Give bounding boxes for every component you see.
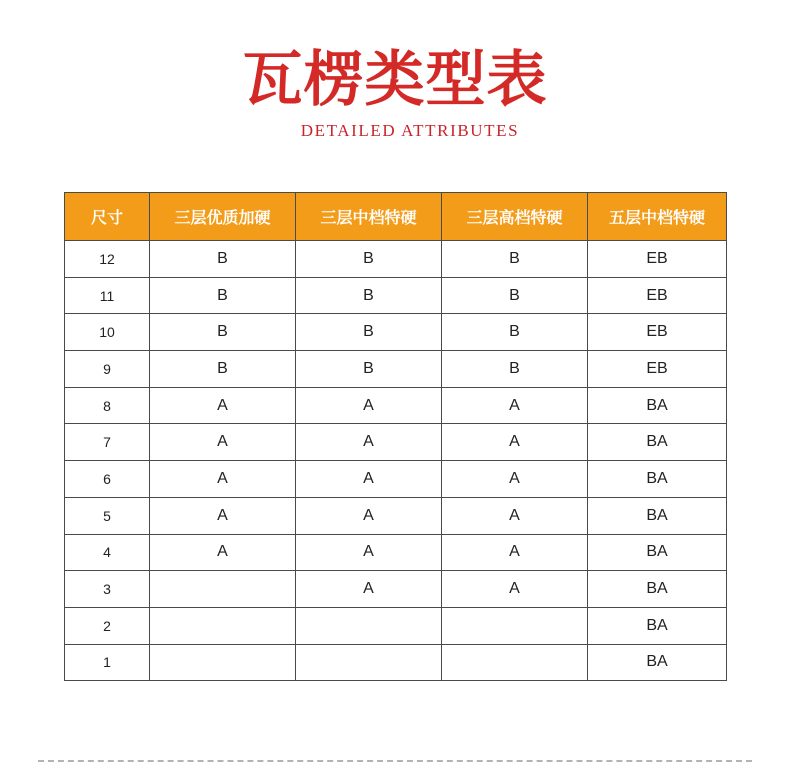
cell-five-layer-mid-extra-hard: BA <box>588 644 727 681</box>
cell-three-layer-high-extra-hard: A <box>442 424 588 461</box>
header-three-layer-mid-extra-hard: 三层中档特硬 <box>296 193 442 241</box>
table-header-row <box>65 193 727 241</box>
cell-five-layer-mid-extra-hard: BA <box>588 424 727 461</box>
cell-size: 9 <box>65 351 150 388</box>
cell-three-layer-mid-extra-hard: A <box>296 571 442 608</box>
cell-three-layer-premium-hard: A <box>150 497 296 534</box>
page-title: 瓦楞类型表 <box>242 45 548 115</box>
cell-three-layer-high-extra-hard: A <box>442 534 588 571</box>
cell-size: 3 <box>65 571 150 608</box>
cell-three-layer-high-extra-hard: B <box>442 277 588 314</box>
cell-five-layer-mid-extra-hard: EB <box>588 241 727 278</box>
table-row <box>65 571 727 608</box>
cell-size: 1 <box>65 644 150 681</box>
cell-three-layer-premium-hard <box>150 607 296 644</box>
header-three-layer-high-extra-hard: 三层高档特硬 <box>442 193 588 241</box>
header-three-layer-premium-hard: 三层优质加硬 <box>150 193 296 241</box>
cell-three-layer-mid-extra-hard: B <box>296 314 442 351</box>
cell-three-layer-high-extra-hard: A <box>442 497 588 534</box>
page-subtitle: DETAILED ATTRIBUTES <box>300 121 520 140</box>
cell-three-layer-premium-hard <box>150 571 296 608</box>
table-row <box>65 534 727 571</box>
table-row <box>65 351 727 388</box>
cell-three-layer-high-extra-hard: B <box>442 241 588 278</box>
dashed-divider <box>38 760 752 762</box>
cell-size: 8 <box>65 387 150 424</box>
cell-five-layer-mid-extra-hard: EB <box>588 314 727 351</box>
cell-three-layer-mid-extra-hard: A <box>296 461 442 498</box>
cell-size: 2 <box>65 607 150 644</box>
cell-three-layer-premium-hard: A <box>150 424 296 461</box>
table-row <box>65 314 727 351</box>
cell-three-layer-premium-hard: A <box>150 534 296 571</box>
table-row <box>65 424 727 461</box>
cell-size: 12 <box>65 241 150 278</box>
table-row <box>65 607 727 644</box>
cell-three-layer-high-extra-hard: A <box>442 387 588 424</box>
header-five-layer-mid-extra-hard: 五层中档特硬 <box>588 193 727 241</box>
corrugation-type-table <box>64 192 727 681</box>
table-row <box>65 241 727 278</box>
cell-three-layer-mid-extra-hard <box>296 644 442 681</box>
cell-three-layer-mid-extra-hard: B <box>296 241 442 278</box>
cell-three-layer-premium-hard: B <box>150 351 296 388</box>
table-row <box>65 644 727 681</box>
cell-three-layer-mid-extra-hard <box>296 607 442 644</box>
cell-five-layer-mid-extra-hard: EB <box>588 277 727 314</box>
cell-five-layer-mid-extra-hard: BA <box>588 571 727 608</box>
cell-size: 10 <box>65 314 150 351</box>
cell-size: 6 <box>65 461 150 498</box>
cell-three-layer-high-extra-hard: B <box>442 314 588 351</box>
cell-three-layer-mid-extra-hard: B <box>296 277 442 314</box>
cell-three-layer-high-extra-hard: A <box>442 461 588 498</box>
cell-three-layer-premium-hard: A <box>150 461 296 498</box>
cell-size: 7 <box>65 424 150 461</box>
cell-five-layer-mid-extra-hard: BA <box>588 607 727 644</box>
cell-size: 11 <box>65 277 150 314</box>
cell-three-layer-mid-extra-hard: A <box>296 534 442 571</box>
cell-size: 4 <box>65 534 150 571</box>
cell-three-layer-premium-hard: A <box>150 387 296 424</box>
cell-five-layer-mid-extra-hard: BA <box>588 497 727 534</box>
cell-five-layer-mid-extra-hard: BA <box>588 387 727 424</box>
cell-three-layer-mid-extra-hard: A <box>296 497 442 534</box>
table-row <box>65 461 727 498</box>
cell-three-layer-high-extra-hard <box>442 644 588 681</box>
table-row <box>65 277 727 314</box>
cell-five-layer-mid-extra-hard: BA <box>588 534 727 571</box>
cell-three-layer-high-extra-hard <box>442 607 588 644</box>
cell-three-layer-mid-extra-hard: A <box>296 387 442 424</box>
cell-five-layer-mid-extra-hard: BA <box>588 461 727 498</box>
cell-three-layer-high-extra-hard: A <box>442 571 588 608</box>
cell-three-layer-premium-hard <box>150 644 296 681</box>
cell-three-layer-premium-hard: B <box>150 277 296 314</box>
cell-three-layer-high-extra-hard: B <box>442 351 588 388</box>
header-size: 尺寸 <box>65 193 150 241</box>
cell-three-layer-premium-hard: B <box>150 314 296 351</box>
cell-three-layer-premium-hard: B <box>150 241 296 278</box>
cell-size: 5 <box>65 497 150 534</box>
table-row <box>65 387 727 424</box>
table-row <box>65 497 727 534</box>
table-body <box>65 241 727 681</box>
cell-five-layer-mid-extra-hard: EB <box>588 351 727 388</box>
cell-three-layer-mid-extra-hard: B <box>296 351 442 388</box>
cell-three-layer-mid-extra-hard: A <box>296 424 442 461</box>
